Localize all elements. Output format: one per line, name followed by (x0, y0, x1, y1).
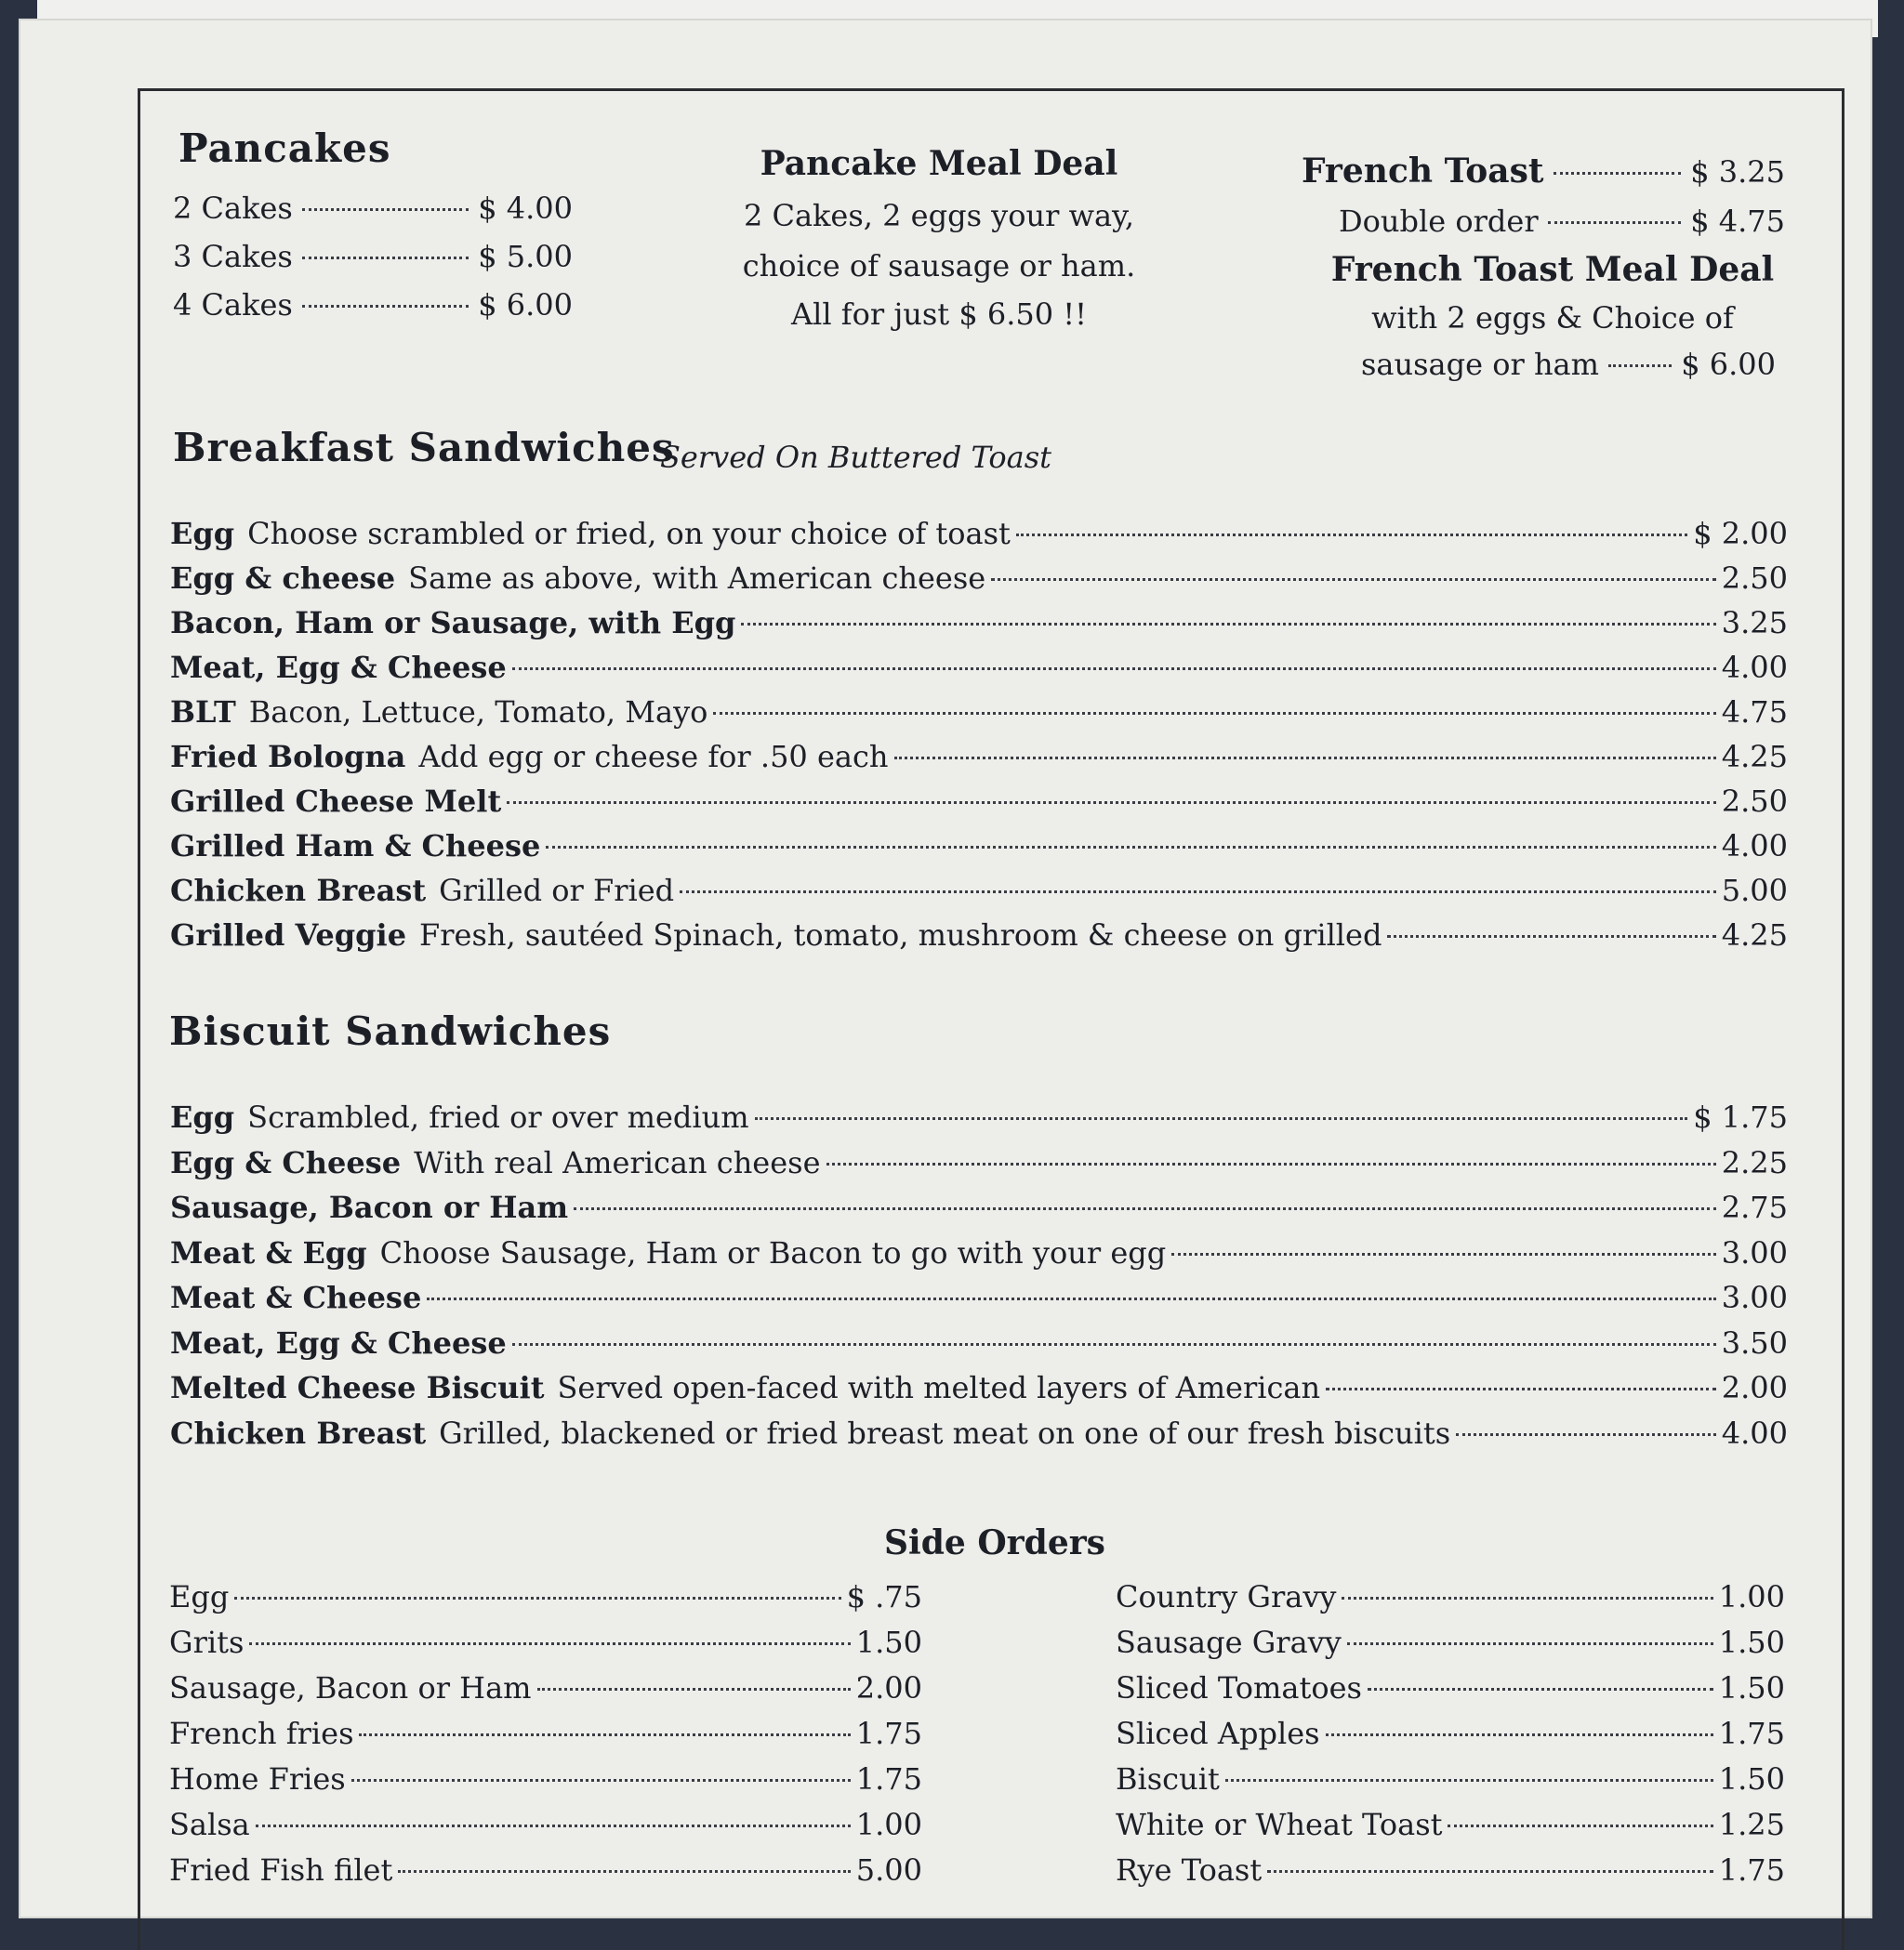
dot-leader (234, 1597, 840, 1600)
menu-item-row (170, 825, 1788, 866)
menu-item-row (170, 647, 1788, 688)
menu-item-price: 2.00 (1721, 1370, 1788, 1405)
menu-item-name: Melted Cheese Biscuit (170, 1370, 545, 1405)
dot-leader (826, 1163, 1716, 1166)
menu-item-name: Grilled Veggie (170, 917, 407, 953)
menu-item-row (170, 602, 1788, 643)
french-toast-row (1302, 151, 1785, 192)
pancake-item-label: 2 Cakes (173, 191, 293, 226)
side-item-name: Biscuit (1116, 1761, 1220, 1797)
side-item-name: Country Gravy (1116, 1579, 1337, 1614)
dot-leader (1016, 534, 1687, 536)
side-item-name: White or Wheat Toast (1116, 1807, 1443, 1842)
french-toast-deal-line: with 2 eggs & Choice of (1371, 300, 1734, 336)
pancake-item (173, 188, 573, 229)
menu-item-row (170, 1232, 1788, 1273)
pancake-deal-line: All for just $ 6.50 !! (791, 296, 1087, 332)
side-item-name: Salsa (169, 1807, 250, 1842)
menu-item-price: 4.25 (1721, 917, 1788, 953)
menu-item-name: Meat, Egg & Cheese (170, 1324, 507, 1361)
dot-leader (302, 257, 469, 259)
menu-item-row (170, 1277, 1788, 1318)
side-item-row (1116, 1759, 1785, 1799)
menu-item-name: Egg & Cheese (170, 1144, 402, 1180)
menu-item-row (170, 1097, 1788, 1138)
dot-leader (574, 1207, 1716, 1210)
menu-item-row (170, 870, 1788, 911)
side-item-price: 1.50 (855, 1625, 922, 1660)
side-item-row (1116, 1622, 1785, 1663)
menu-item-price: 3.50 (1721, 1324, 1788, 1361)
side-item-row (169, 1667, 922, 1708)
menu-item-description: Fresh, sautéed Spinach, tomato, mushroom & cheese on grilled (419, 917, 1382, 953)
menu-item-name: Chicken Breast (170, 873, 427, 908)
menu-item-description: Choose scrambled or fried, on your choice of toast (247, 516, 1011, 551)
menu-item-price: 4.75 (1721, 694, 1788, 730)
french-toast-deal-heading: French Toast Meal Deal (1330, 250, 1775, 289)
menu-item-name: Chicken Breast (170, 1415, 427, 1451)
dot-leader (398, 1870, 850, 1873)
side-item-price: $ .75 (846, 1579, 922, 1614)
side-item-name: Fried Fish filet (169, 1852, 393, 1888)
side-item-price: 1.00 (855, 1807, 922, 1842)
dot-leader (680, 890, 1716, 893)
menu-item-name: Egg (170, 1100, 235, 1135)
dot-leader (1225, 1779, 1713, 1782)
side-item-name: French fries (169, 1716, 354, 1751)
dot-leader (741, 623, 1715, 626)
menu-item-name: Egg & cheese (170, 560, 396, 596)
double-order-label: Double order (1339, 204, 1539, 239)
menu-item-price: 5.00 (1721, 873, 1788, 908)
dot-leader (1342, 1597, 1712, 1600)
menu-item-description: Scrambled, fried or over medium (247, 1100, 749, 1135)
menu-item-row (170, 1413, 1788, 1454)
menu-item-description: Served open-faced with melted layers of American (557, 1370, 1321, 1405)
double-order-price: $ 4.75 (1690, 204, 1785, 239)
menu-item-row (170, 1142, 1788, 1183)
dot-leader (1608, 364, 1672, 367)
side-item-price: 5.00 (855, 1852, 922, 1888)
dot-leader (1548, 221, 1682, 224)
dot-leader (512, 1343, 1716, 1346)
menu-item-description: Grilled or Fried (439, 873, 675, 908)
side-item-name: Sausage, Bacon or Ham (169, 1670, 532, 1706)
side-item-price: 1.75 (1718, 1852, 1785, 1888)
side-item-row (169, 1576, 922, 1617)
pancake-item (173, 284, 573, 325)
side-item-name: Home Fries (169, 1761, 346, 1797)
menu-item-row (170, 692, 1788, 732)
pancake-item (173, 236, 573, 277)
menu-item-description: With real American cheese (414, 1144, 821, 1180)
dot-leader (427, 1298, 1715, 1300)
side-item-row (1116, 1576, 1785, 1617)
menu-item-name: Egg (170, 516, 235, 551)
pancake-deal-heading: Pancake Meal Deal (760, 144, 1118, 183)
side-item-name: Sliced Tomatoes (1116, 1670, 1362, 1706)
menu-item-price: 2.50 (1721, 560, 1788, 596)
side-item-name: Sausage Gravy (1116, 1625, 1342, 1660)
menu-item-row (170, 1187, 1788, 1228)
french-toast-deal-price: $ 6.00 (1681, 347, 1776, 382)
french-toast-deal-line: sausage or ham (1361, 347, 1599, 382)
menu-item-price: 4.25 (1721, 739, 1788, 774)
menu-item-price: $ 2.00 (1693, 516, 1788, 551)
menu-item-price: 4.00 (1721, 828, 1788, 863)
pancake-item-label: 3 Cakes (173, 239, 293, 274)
side-item-price: 1.50 (1718, 1625, 1785, 1660)
side-item-name: Sliced Apples (1116, 1716, 1320, 1751)
menu-item-price: 2.50 (1721, 784, 1788, 819)
pancake-item-price: $ 6.00 (478, 287, 573, 323)
dot-leader (546, 846, 1715, 849)
side-item-row (169, 1622, 922, 1663)
dot-leader (1368, 1688, 1713, 1691)
dot-leader (351, 1779, 851, 1782)
menu-item-price: 3.00 (1721, 1280, 1788, 1315)
breakfast-heading: Breakfast Sandwiches (173, 425, 675, 470)
dot-leader (755, 1117, 1688, 1120)
menu-item-row (170, 736, 1788, 777)
menu-item-price: 4.00 (1721, 650, 1788, 685)
side-item-row (1116, 1850, 1785, 1891)
dot-leader (507, 801, 1716, 804)
dot-leader (1326, 1733, 1713, 1736)
menu-item-row (170, 1367, 1788, 1408)
side-item-row (169, 1759, 922, 1799)
double-order-row (1339, 201, 1785, 242)
dot-leader (302, 208, 469, 211)
pancake-item-price: $ 4.00 (478, 191, 573, 226)
dot-leader (512, 667, 1716, 670)
menu-item-name: Bacon, Ham or Sausage, with Egg (170, 605, 736, 640)
french-toast-deal-row (1361, 344, 1776, 385)
side-item-row (1116, 1713, 1785, 1754)
menu-item-row (170, 558, 1788, 599)
dot-leader (1387, 935, 1715, 938)
dot-leader (894, 757, 1716, 759)
side-item-price: 1.00 (1718, 1579, 1785, 1614)
side-item-price: 1.75 (855, 1761, 922, 1797)
side-item-row (169, 1713, 922, 1754)
dot-leader (1347, 1642, 1713, 1645)
dot-leader (991, 578, 1716, 581)
menu-item-description: Add egg or cheese for .50 each (418, 739, 889, 774)
menu-item-row (170, 915, 1788, 955)
menu-item-name: Grilled Ham & Cheese (170, 828, 541, 863)
menu-item-description: Same as above, with American cheese (408, 560, 986, 596)
dot-leader (1554, 172, 1682, 175)
menu-item-name: Grilled Cheese Melt (170, 784, 502, 819)
pancakes-heading: Pancakes (178, 125, 391, 171)
pancake-deal-line: 2 Cakes, 2 eggs your way, (743, 198, 1135, 233)
side-item-price: 1.50 (1718, 1761, 1785, 1797)
side-item-price: 1.75 (855, 1716, 922, 1751)
dot-leader (249, 1642, 850, 1645)
menu-item-name: BLT (170, 694, 236, 730)
side-item-row (1116, 1804, 1785, 1845)
menu-item-name: Fried Bologna (170, 739, 406, 774)
dot-leader (256, 1825, 851, 1827)
menu-item-price: 4.00 (1721, 1415, 1788, 1451)
dot-leader (302, 305, 469, 308)
side-item-price: 1.50 (1718, 1670, 1785, 1706)
dot-leader (1326, 1388, 1716, 1390)
pancake-deal-line: choice of sausage or ham. (742, 248, 1136, 283)
breakfast-subtitle: Served On Buttered Toast (660, 440, 1051, 475)
side-item-row (1116, 1667, 1785, 1708)
menu-item-row (170, 781, 1788, 822)
menu-item-row (170, 513, 1788, 554)
menu-item-name: Sausage, Bacon or Ham (170, 1190, 569, 1225)
dot-leader (713, 712, 1715, 715)
side-item-row (169, 1850, 922, 1891)
side-item-price: 2.00 (855, 1670, 922, 1706)
side-item-name: Egg (169, 1579, 230, 1614)
menu-item-price: 3.25 (1721, 605, 1788, 640)
biscuit-heading: Biscuit Sandwiches (169, 1008, 612, 1054)
dot-leader (1456, 1433, 1716, 1436)
menu-item-description: Choose Sausage, Ham or Bacon to go with your egg (379, 1234, 1167, 1271)
menu-item-price: $ 1.75 (1693, 1100, 1788, 1135)
side-item-row (169, 1804, 922, 1845)
menu-item-name: Meat & Egg (170, 1234, 367, 1271)
menu-item-name: Meat & Cheese (170, 1280, 422, 1315)
pancake-item-label: 4 Cakes (173, 287, 293, 323)
side-item-price: 1.75 (1718, 1716, 1785, 1751)
side-item-name: Grits (169, 1625, 245, 1660)
menu-item-price: 3.00 (1721, 1234, 1788, 1271)
dot-leader (537, 1688, 851, 1691)
menu-item-description: Bacon, Lettuce, Tomato, Mayo (248, 694, 708, 730)
dot-leader (1448, 1825, 1712, 1827)
sides-heading: Side Orders (884, 1523, 1105, 1562)
menu-item-description: Grilled, blackened or fried breast meat on one of our fresh biscuits (439, 1415, 1451, 1451)
side-item-name: Rye Toast (1116, 1852, 1263, 1888)
french-toast-price: $ 3.25 (1690, 154, 1785, 190)
side-item-price: 1.25 (1718, 1807, 1785, 1842)
menu-item-name: Meat, Egg & Cheese (170, 650, 507, 685)
french-toast-heading: French Toast (1302, 152, 1544, 191)
dot-leader (359, 1733, 850, 1736)
dot-leader (1267, 1870, 1713, 1873)
dot-leader (1171, 1253, 1716, 1256)
menu-item-price: 2.25 (1721, 1144, 1788, 1180)
menu-item-price: 2.75 (1721, 1190, 1788, 1225)
menu-item-row (170, 1323, 1788, 1364)
pancake-item-price: $ 5.00 (478, 239, 573, 274)
